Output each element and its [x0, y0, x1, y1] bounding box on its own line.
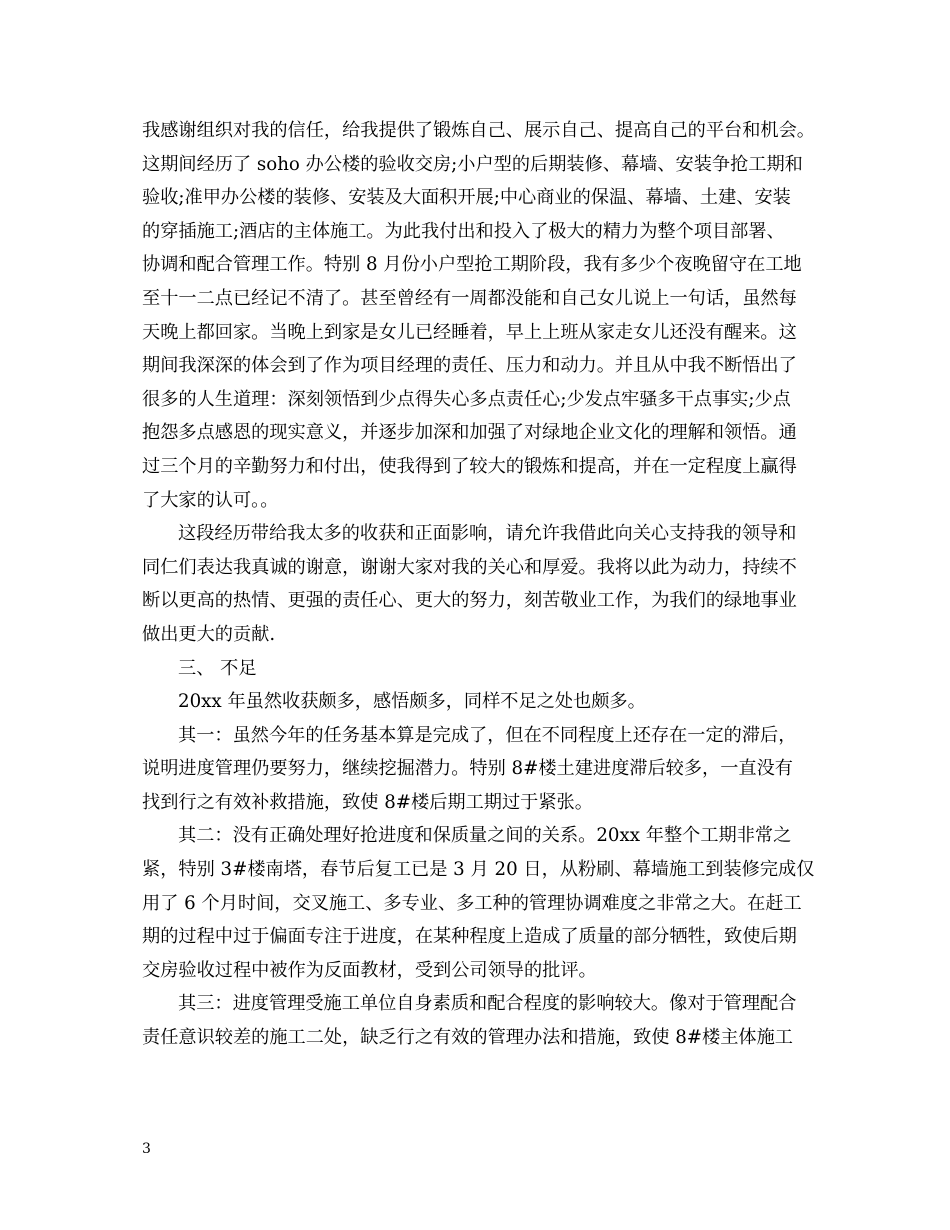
text-line: 说明进度管理仍要努力，继续挖掘潜力。特别 8#楼土建进度滞后较多，一直没有 — [142, 758, 793, 780]
page-number: 3 — [142, 1141, 151, 1157]
text-line: 过三个月的辛勤努力和付出，使我得到了较大的锻炼和提高，并在一定程度上赢得 — [142, 455, 797, 477]
text-line: 抱怨多点感恩的现实意义，并逐步加深和加强了对绿地企业文化的理解和领悟。通 — [142, 422, 797, 444]
text-line: 同仁们表达我真诚的谢意，谢谢大家对我的关心和厚爱。我将以此为动力，持续不 — [142, 556, 797, 578]
text-line: 天晚上都回家。当晚上到家是女儿已经睡着，早上上班从家走女儿还没有醒来。这 — [142, 321, 797, 343]
text-line: 至十一二点已经记不清了。甚至曾经有一周都没能和自己女儿说上一句话，虽然每 — [142, 287, 797, 309]
text-line: 期间我深深的体会到了作为项目经理的责任、压力和动力。并且从中我不断悟出了 — [142, 355, 797, 377]
text-line: 验收;准甲办公楼的装修、安装及大面积开展;中心商业的保温、幕墙、土建、安装 — [142, 187, 791, 209]
text-line: 断以更高的热情、更强的责任心、更大的努力，刻苦敬业工作，为我们的绿地事业 — [142, 590, 797, 612]
text-line: 交房验收过程中被作为反面教材，受到公司领导的批评。 — [142, 959, 597, 981]
body-text — [142, 114, 822, 1055]
text-line: 这段经历带给我太多的收获和正面影响，请允许我借此向关心支持我的领导和 — [178, 523, 797, 545]
text-line: 的穿插施工;酒店的主体施工。为此我付出和投入了极大的精力为整个项目部署、 — [142, 220, 785, 242]
text-line: 其一：虽然今年的任务基本算是完成了，但在不同程度上还存在一定的滞后， — [178, 724, 797, 746]
text-line: 责任意识较差的施工二处，缺乏行之有效的管理办法和措施，致使 8#楼主体施工 — [142, 1027, 793, 1049]
text-line: 20xx 年虽然收获颇多，感悟颇多，同样不足之处也颇多。 — [178, 691, 646, 713]
text-line: 其二：没有正确处理好抢进度和保质量之间的关系。20xx 年整个工期非常之 — [178, 825, 792, 847]
text-line: 协调和配合管理工作。特别 8 月份小户型抢工期阶段，我有多少个夜晚留守在工地 — [142, 254, 802, 276]
text-line: 用了 6 个月时间，交叉施工、多专业、多工种的管理协调难度之非常之大。在赶工 — [142, 892, 802, 914]
text-line: 找到行之有效补救措施，致使 8#楼后期工期过于紧张。 — [142, 791, 593, 813]
text-line: 这期间经历了 soho 办公楼的验收交房;小户型的后期装修、幕墙、安装争抢工期和 — [142, 153, 803, 175]
text-line: 其三：进度管理受施工单位自身素质和配合程度的影响较大。像对于管理配合 — [178, 993, 797, 1015]
text-line: 做出更大的贡献. — [142, 623, 276, 645]
text-line: 很多的人生道理：深刻领悟到少点得失心多点责任心;少发点牢骚多干点事实;少点 — [142, 388, 791, 410]
text-line: 期的过程中过于偏面专注于进度，在某种程度上造成了质量的部分牺牲，致使后期 — [142, 926, 797, 948]
text-line: 紧，特别 3#楼南塔，春节后复工已是 3 月 20 日，从粉刷、幕墙施工到装修完成仅 — [142, 859, 815, 881]
text-line: 我感谢组织对我的信任，给我提供了锻炼自己、展示自己、提高自己的平台和机会。 — [142, 120, 815, 141]
text-line: 了大家的认可。。 — [142, 489, 279, 511]
section-heading: 三、 不足 — [178, 657, 257, 679]
